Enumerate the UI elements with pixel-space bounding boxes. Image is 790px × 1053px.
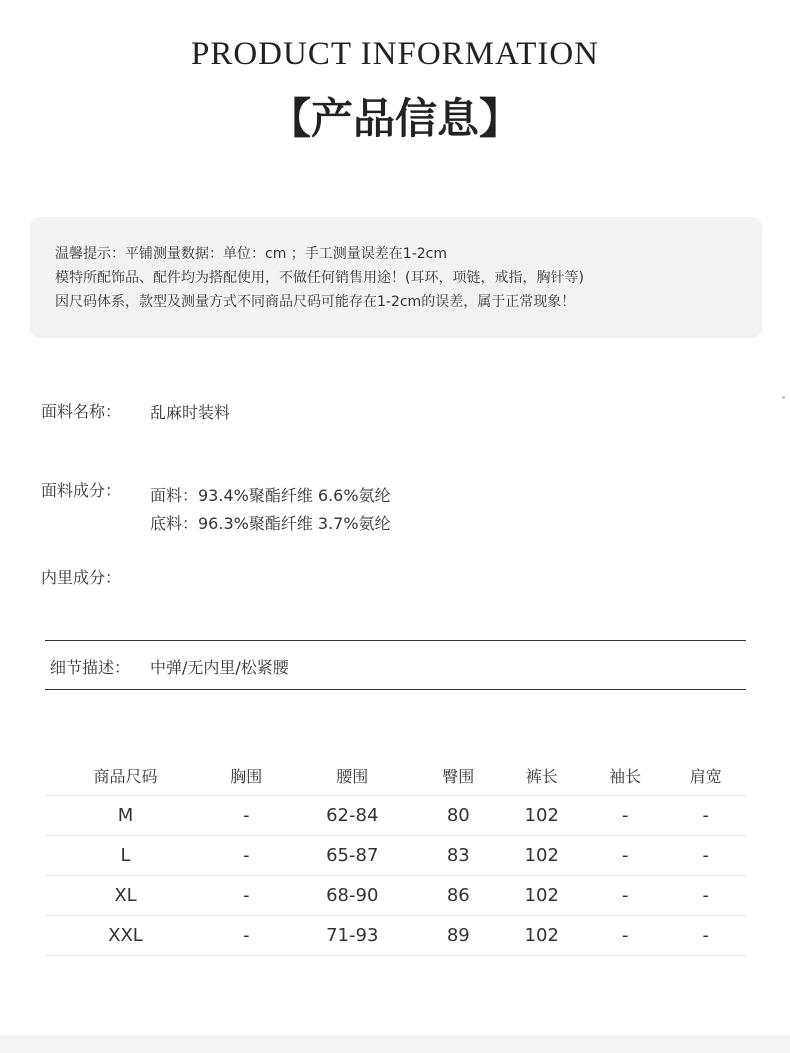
header-size: 商品尺码 [45, 755, 206, 796]
divider-bottom [45, 689, 746, 690]
header-shoulder-width: 肩宽 [665, 755, 746, 796]
cell-pants-length: 102 [499, 916, 585, 956]
title-cn: 【产品信息】 [268, 94, 521, 143]
cell-size: L [45, 836, 206, 876]
fabric-composition-base: 底料：96.3%聚酯纤维 3.7%氨纶 [150, 514, 391, 533]
cell-sleeve-length: - [585, 836, 666, 876]
divider-top [45, 640, 746, 641]
cell-sleeve-length: - [585, 796, 666, 836]
header-sleeve-length: 袖长 [585, 755, 666, 796]
detail-value: 中弹/无内里/松紧腰 [150, 658, 289, 677]
cell-hip: 80 [418, 796, 499, 836]
cell-chest: - [206, 916, 287, 956]
header-waist: 腰围 [286, 755, 418, 796]
table-row [45, 916, 746, 956]
table-row [45, 796, 746, 836]
cell-shoulder-width: - [665, 836, 746, 876]
cell-shoulder-width: - [665, 796, 746, 836]
header-pants-length: 裤长 [499, 755, 585, 796]
bottom-strip [0, 1035, 790, 1053]
notice-line-accessories: 模特所配饰品、配件均为搭配使用，不做任何销售用途！(耳环，项链，戒指，胸针等) [55, 270, 584, 286]
cell-hip: 89 [418, 916, 499, 956]
cell-sleeve-length: - [585, 916, 666, 956]
lining-label: 内里成分： [41, 568, 122, 587]
size-table [45, 755, 746, 956]
header-hip: 臀围 [418, 755, 499, 796]
cell-waist: 62-84 [286, 796, 418, 836]
cell-chest: - [206, 876, 287, 916]
cell-pants-length: 102 [499, 836, 585, 876]
cell-chest: - [206, 796, 287, 836]
notice-line-size-error: 因尺码体系，款型及测量方式不同商品尺码可能存在1-2cm的误差，属于正常现象！ [55, 294, 576, 310]
cell-waist: 68-90 [286, 876, 418, 916]
fabric-composition-shell: 面料：93.4%聚酯纤维 6.6%氨纶 [150, 486, 391, 505]
edge-mark [782, 396, 785, 399]
table-row [45, 876, 746, 916]
cell-shoulder-width: - [665, 876, 746, 916]
cell-hip: 83 [418, 836, 499, 876]
cell-pants-length: 102 [499, 876, 585, 916]
cell-waist: 71-93 [286, 916, 418, 956]
fabric-name-label: 面料名称： [41, 402, 122, 421]
cell-shoulder-width: - [665, 916, 746, 956]
title-en: PRODUCT INFORMATION [190, 36, 600, 72]
cell-hip: 86 [418, 876, 499, 916]
size-table-header [45, 755, 746, 796]
notice-box [30, 217, 762, 338]
cell-chest: - [206, 836, 287, 876]
fabric-composition-label: 面料成分： [41, 481, 122, 500]
detail-label: 细节描述： [50, 658, 131, 677]
cell-waist: 65-87 [286, 836, 418, 876]
table-row [45, 836, 746, 876]
fabric-name-value: 乱麻时装料 [150, 403, 231, 422]
header-chest: 胸围 [206, 755, 287, 796]
cell-size: M [45, 796, 206, 836]
notice-line-measurement: 温馨提示：平铺测量数据：单位：cm ；手工测量误差在1-2cm [55, 246, 447, 262]
cell-sleeve-length: - [585, 876, 666, 916]
cell-size: XL [45, 876, 206, 916]
cell-pants-length: 102 [499, 796, 585, 836]
cell-size: XXL [45, 916, 206, 956]
